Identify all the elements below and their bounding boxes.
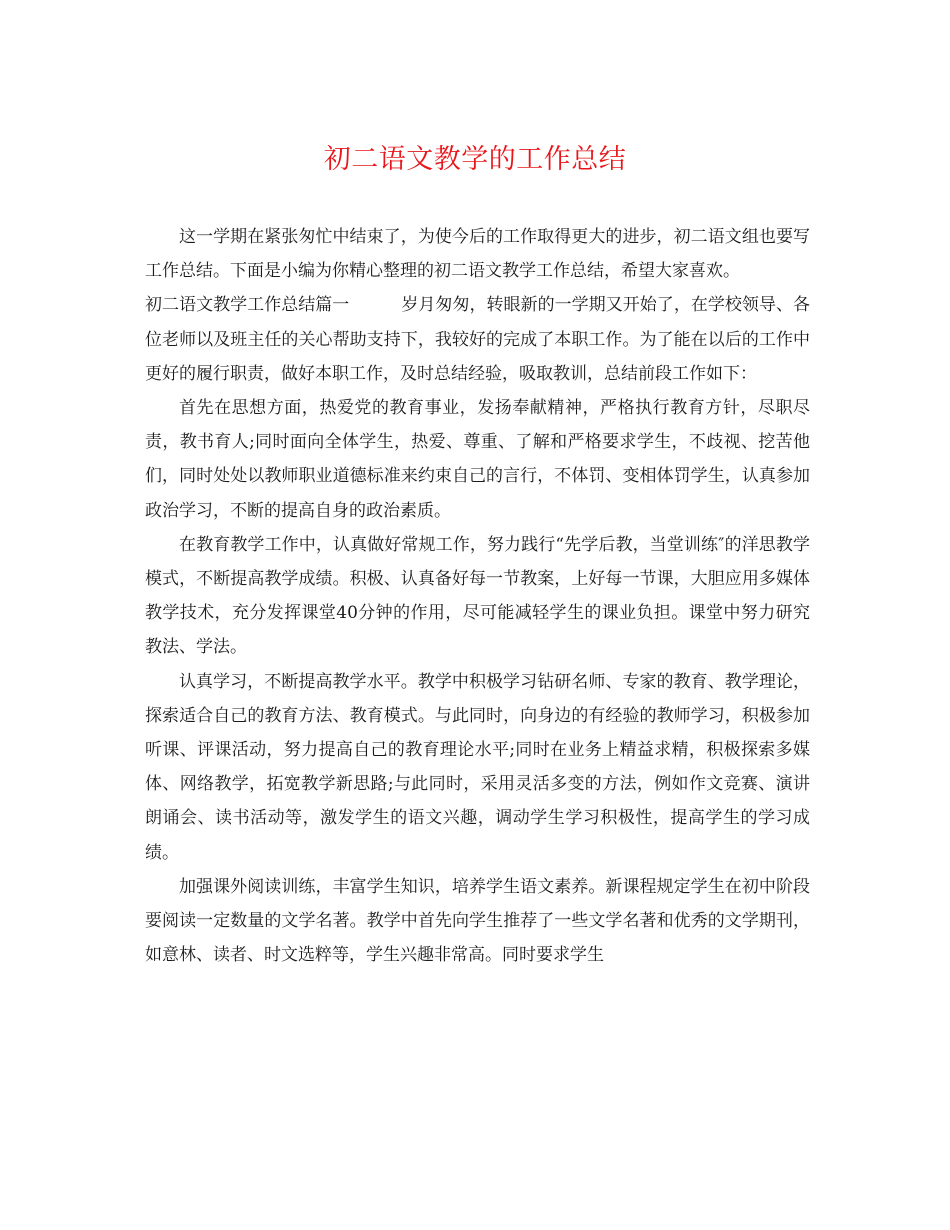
intro-paragraph: 这一学期在紧张匆忙中结束了，为使今后的工作取得更大的进步，初二语文组也要写工作总结。下面是小编为你精心整理的初二语文教学工作总结，希望大家喜欢。	[145, 227, 810, 282]
section-heading: 初二语文教学工作总结篇一	[145, 295, 350, 316]
section-first-text: 岁月匆匆，转眼新的一学期又开始了，在学校领导、各位老师以及班主任的关心帮助支持下，我较好的完成了本职工作。为了能在以后的工作中更好的履行职责，做好本职工作，及时总结经验，吸取教训，总结前段工作如下：	[145, 295, 811, 384]
body-paragraph: 加强课外阅读训练，丰富学生知识，培养学生语文素养。新课程规定学生在初中阶段要阅读一定数量的文学名著。教学中首先向学生推荐了一些文学名著和优秀的文学期刊，如意林、读者、时文选粹等，学生兴趣非常高。同时要求学生	[145, 876, 810, 966]
page-title: 初二语文教学的工作总结	[323, 144, 627, 175]
body-paragraph: 在教育教学工作中，认真做好常规工作，努力践行“先学后教，当堂训练″的洋思教学模式，不断提高教学成绩。积极、认真备好每一节教案，上好每一节课，大胆应用多媒体教学技术，充分发挥课堂40分钟的作用，尽可能减轻学生的课业负担。课堂中努力研究教法、学法。	[145, 534, 810, 658]
document-body	[145, 220, 810, 972]
body-paragraph: 首先在思想方面，热爱党的教育事业，发扬奉献精神，严格执行教育方针，尽职尽责，教书育人;同时面向全体学生，热爱、尊重、了解和严格要求学生，不歧视、挖苦他们，同时处处以教师职业道德标准来约束自己的言行，不体罚、变相体罚学生，认真参加政治学习，不断的提高自身的政治素质。	[145, 398, 810, 521]
body-paragraph: 认真学习，不断提高教学水平。教学中积极学习钻研名师、专家的教育、教学理论，探索适合自己的教育方法、教育模式。与此同时，向身边的有经验的教师学习，积极参加听课、评课活动，努力提高自己的教育理论水平;同时在业务上精益求精，积极探索多媒体、网络教学，拓宽教学新思路;与此同时，采用灵活多变的方法，例如作文竞赛、演讲朗诵会、读书活动等，激发学生的语文兴趣，调动学生学习积极性，提高学生的学习成绩。	[145, 671, 810, 863]
section-paragraph	[145, 288, 810, 391]
